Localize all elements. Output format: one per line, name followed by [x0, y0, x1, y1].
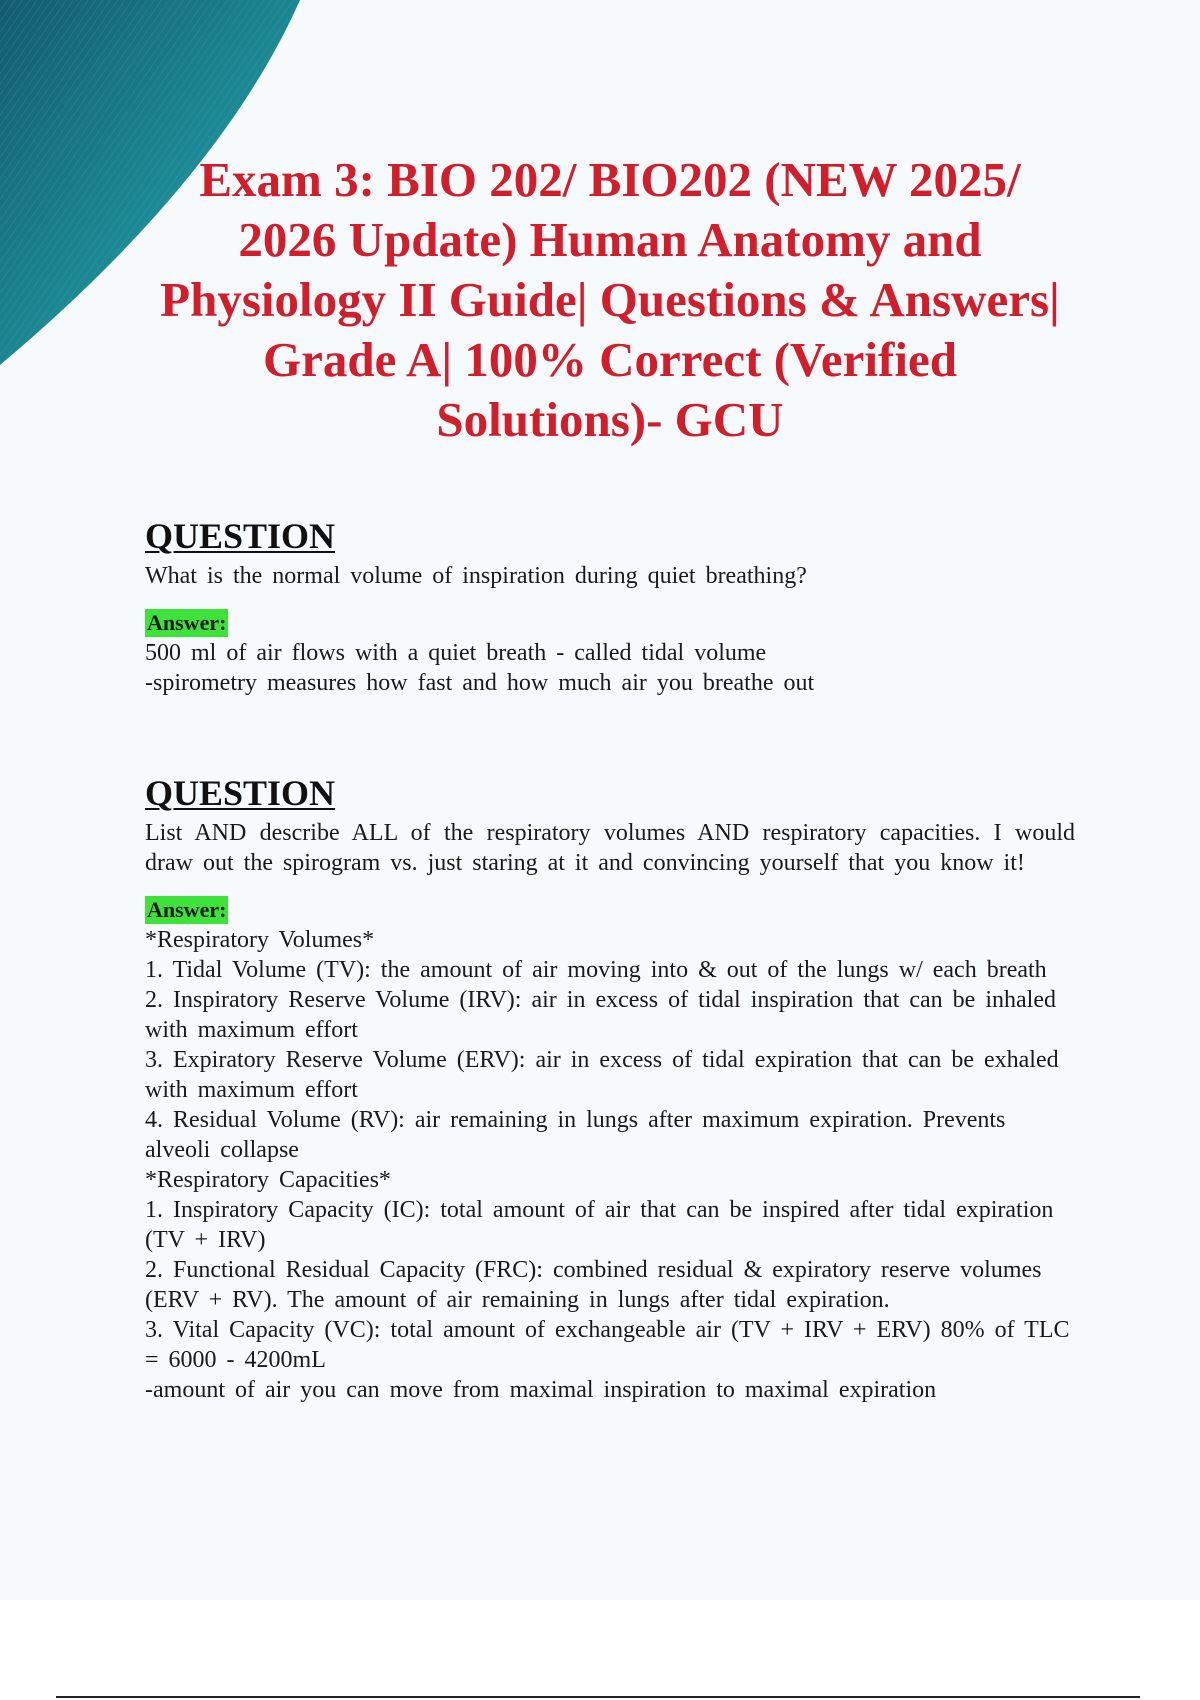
answer-line: 1. Inspiratory Capacity (IC): total amount of air that can be inspired after tidal expiration (TV + IRV)	[145, 1197, 1054, 1253]
qa-block-2	[145, 772, 1075, 1405]
answer-line: *Respiratory Capacities*	[145, 1167, 391, 1193]
answer-line: 3. Vital Capacity (VC): total amount of exchangeable air (TV + IRV + ERV) 80% of TLC = 6000 - 4200mL	[145, 1317, 1070, 1373]
answer-line: 2. Inspiratory Reserve Volume (IRV): air in excess of tidal inspiration that can be inhaled with maximum effort	[145, 987, 1056, 1043]
footer-divider	[56, 1696, 1140, 1698]
question-heading: QUESTION	[145, 516, 336, 556]
answer-line: 1. Tidal Volume (TV): the amount of air moving into & out of the lungs w/ each breath	[145, 957, 1047, 983]
answer-line: -spirometry measures how fast and how much air you breathe out	[145, 670, 815, 696]
answer-line: 3. Expiratory Reserve Volume (ERV): air in excess of tidal expiration that can be exhaled with maximum effort	[145, 1047, 1059, 1103]
answer-line: 2. Functional Residual Capacity (FRC): combined residual & expiratory reserve volumes (ERV + RV). The amount of air remaining in lungs after tidal expiration.	[145, 1257, 1042, 1313]
answer-label: Answer:	[147, 610, 227, 635]
answer-line: 500 ml of air flows with a quiet breath - called tidal volume	[145, 640, 767, 666]
qa-block-1	[145, 515, 1075, 698]
question-text: What is the normal volume of inspiration during quiet breathing?	[145, 563, 807, 589]
answer-line: 4. Residual Volume (RV): air remaining in lungs after maximum expiration. Prevents alveoli collapse	[145, 1107, 1006, 1163]
answer-label: Answer:	[147, 897, 227, 922]
answer-line: *Respiratory Volumes*	[145, 927, 375, 953]
answer-line: -amount of air you can move from maximal inspiration to maximal expiration	[145, 1377, 937, 1403]
document-title: Exam 3: BIO 202/ BIO202 (NEW 2025/ 2026 Update) Human Anatomy and Physiology II Guide| Questions & Answers| Grade A| 100% Correct (Verified Solutions)- GCU	[160, 152, 1060, 447]
question-text: List AND describe ALL of the respiratory volumes AND respiratory capacities. I would draw out the spirogram vs. just staring at it and convincing yourself that you know it!	[145, 820, 1075, 876]
question-heading: QUESTION	[145, 773, 336, 813]
